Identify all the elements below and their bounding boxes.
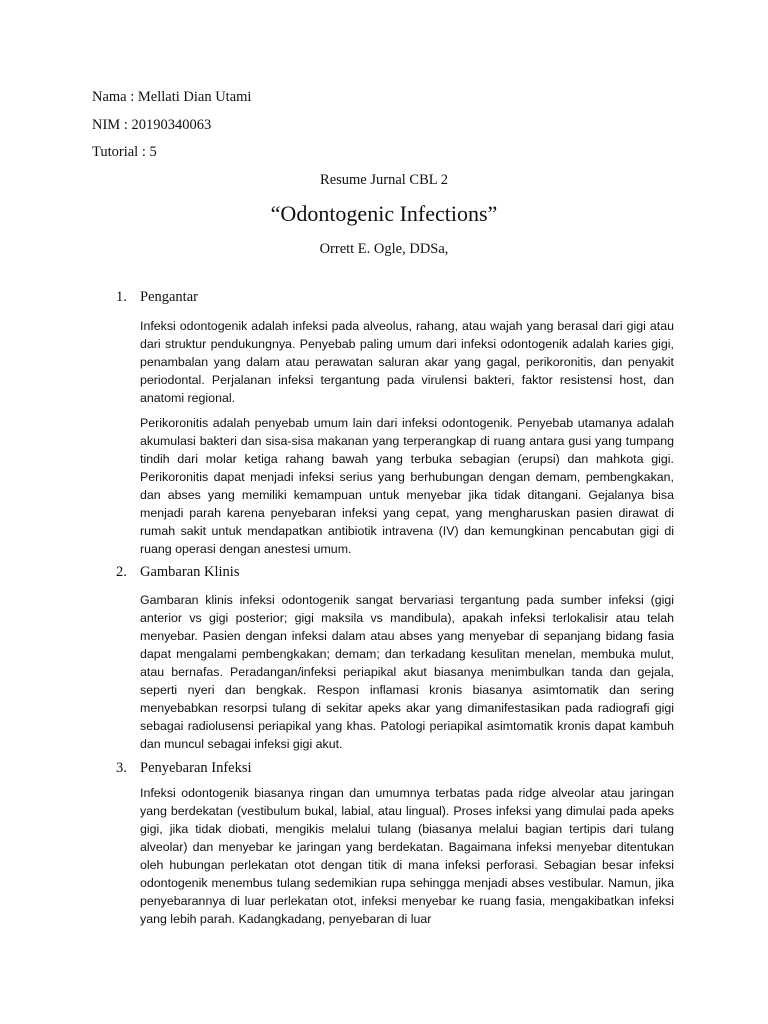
section-number: 1. [116, 289, 127, 305]
section-title: Gambaran Klinis [140, 564, 240, 580]
paragraph: Infeksi odontogenik biasanya ringan dan umumnya terbatas pada ridge alveolar atau jaringan yang berdekatan (vestibulum bukal, labial, atau lingual). Proses infeksi yang dimulai pada apeks gigi, jika tidak diobati, mengikis melalui tulang (biasanya melalui bagian tertipis dari tulang alveolar) dan menyebar ke jaringan yang berdekatan. Bagaimana infeksi menyebar ditentukan oleh hubungan perlekatan otot dengan titik di mana infeksi perforasi. Sebagian besar infeksi odontogenik menembus tulang sedemikian rupa sehingga menjadi abses vestibular. Namun, jika penyebarannya di luar perlekatan otot, infeksi menyebar ke ruang fasia, mengakibatkan infeksi yang lebih parah. Kadangkadang, penyebaran di luar [140, 786, 674, 926]
document-author: Orrett E. Ogle, DDSa, [319, 241, 449, 257]
document-subtitle: Resume Jurnal CBL 2 [320, 172, 448, 188]
paragraph: Infeksi odontogenik adalah infeksi pada alveolus, rahang, atau wajah yang berasal dari gigi atau dari struktur pendukungnya. Penyebab paling umum dari infeksi odontogenik adalah karies gigi, penambalan yang dalam atau perawatan saluran akar yang gagal, perikoronitis, dan penyakit periodontal. Perjalanan infeksi tergantung pada virulensi bakteri, faktor resistensi host, dan anatomi regional. [140, 319, 674, 405]
tutorial-number: Tutorial : 5 [92, 144, 157, 160]
document-title: “Odontogenic Infections” [270, 201, 498, 226]
student-name: Nama : Mellati Dian Utami [92, 89, 252, 105]
section-title: Pengantar [140, 289, 198, 305]
section-title: Penyebaran Infeksi [140, 760, 252, 776]
section-number: 2. [116, 564, 127, 580]
section-number: 3. [116, 760, 127, 776]
paragraph: Perikoronitis adalah penyebab umum lain dari infeksi odontogenik. Penyebab utamanya adalah akumulasi bakteri dan sisa-sisa makanan yang terperangkap di ruang antara gusi yang tumpang tindih dari molar ketiga rahang bawah yang terbuka sebagian (erupsi) dan mahkota gigi. Perikoronitis dapat menjadi infeksi serius yang berhubungan dengan demam, pembengkakan, dan abses yang memiliki kemampuan untuk menyebar jika tidak ditangani. Gejalanya bisa menjadi parah karena penyebaran infeksi yang cepat, yang mengharuskan pasien dirawat di rumah sakit untuk mendapatkan antibiotik intravena (IV) dan kemungkinan pencabutan gigi di ruang operasi dengan anestesi umum. [140, 416, 674, 556]
paragraph: Gambaran klinis infeksi odontogenik sangat bervariasi tergantung pada sumber infeksi (gigi anterior vs gigi posterior; gigi maksila vs mandibula), apakah infeksi terlokalisir atau telah menyebar. Pasien dengan infeksi dalam atau abses yang menyebar di sepanjang bidang fasia dapat mengalami pembengkakan; demam; dan terkadang kesulitan menelan, membuka mulut, atau bernafas. Peradangan/infeksi periapikal akut biasanya menimbulkan tanda dan gejala, seperti nyeri dan bengkak. Respon inflamasi kronis biasanya asimtomatik dan sering menyebabkan resorpsi tulang di sekitar apeks akar yang dimanifestasikan pada radiografi gigi sebagai radiolusensi periapikal yang khas. Patologi periapikal asimtomatik kronis dapat kambuh dan muncul sebagai infeksi gigi akut. [140, 593, 674, 751]
student-nim: NIM : 20190340063 [92, 117, 212, 133]
